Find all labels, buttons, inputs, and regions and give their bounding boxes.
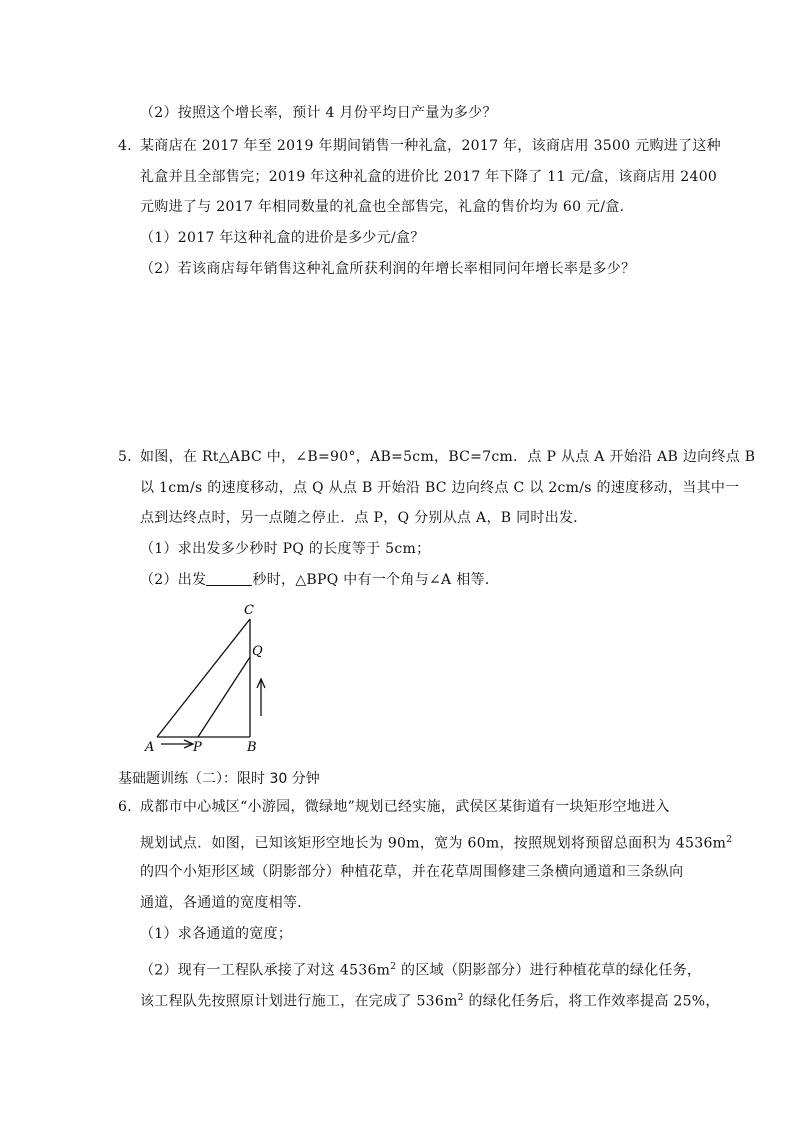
p6-text-2-main: 规划试点．如图，已知该矩形空地长为 90m，宽为 60m，按照规划将预留总面积为 4536m [140,835,727,852]
label-b: B [247,740,257,755]
p4-text-1: 某商店在 2017 年至 2019 年期间销售一种礼盒，2017 年，该商店用 3500 元购进了这种 [140,138,721,154]
p5-number: 5． [118,449,142,465]
p6-text-3: 的四个小矩形区域（阴影部分）种植花草，并在花草周围修建三条横向通道和三条纵向 [140,864,684,880]
segment-pq [198,657,250,737]
superscript: 2 [457,993,464,1003]
label-q: Q [252,644,263,659]
p5-text-2: 以 1cm/s 的速度移动，点 Q 从点 B 开始沿 BC 边向终点 C 以 2cm/s 的速度移动，当其中一 [140,480,740,496]
p6-text-5-start: 该工程队先按照原计划进行施工，在完成了 536m [140,993,458,1010]
section-heading: 基础题训练（二）：限时 30 分钟 [118,771,320,787]
superscript: 2 [390,962,397,972]
p5-text-1: 如图，在 Rt△ABC 中，∠B=90°，AB=5cm，BC=7cm．点 P 从点 A 开始沿 AB 边向终点 B [140,449,756,465]
p6-number: 6． [118,799,142,815]
p6-text-2 [140,831,732,853]
label-c: C [244,603,254,618]
p3-question-2: （2）按照这个增长率，预计 4 月份平均日产量为多少？ [140,105,497,121]
p4-question-1: （1）2017 年这种礼盒的进价是多少元/盒？ [140,230,425,246]
p6-question-2-end: 的区域（阴影部分）进行种植花草的绿化任务， [396,962,702,979]
p4-question-2: （2）若该商店每年销售这种礼盒所获利润的年增长率相同问年增长率是多少？ [140,261,636,277]
p5-question-1: （1）求出发多少秒时 PQ 的长度等于 5cm； [140,541,431,557]
p6-text-4: 通道，各通道的宽度相等． [140,895,312,911]
p4-text-2: 礼盒并且全部售完；2019 年这种礼盒的进价比 2017 年下降了 11 元/盒，该商店用 2400 [140,169,718,185]
label-p: P [193,740,202,755]
p6-question-2-start: （2）现有一工程队承接了对这 4536m [140,962,391,979]
p6-question-1: （1）求各通道的宽度； [140,926,293,942]
p6-text-5 [140,989,720,1011]
p5-question-2-end: 秒时，△BPQ 中有一个角与∠A 相等． [252,572,500,588]
p6-text-1: 成都市中心城区“小游园，微绿地”规划已经实施，武侯区某街道有一块矩形空地进入 [140,799,670,815]
p4-text-3: 元购进了与 2017 年相同数量的礼盒也全部售完，礼盒的售价均为 60 元/盒． [140,199,634,215]
p5-text-3: 点到达终点时，另一点随之停止．点 P，Q 分别从点 A，B 同时出发． [140,510,588,526]
p4-number: 4． [118,138,142,154]
p6-text-5-end: 的绿化任务后，将工作效率提高 25%， [463,993,720,1010]
p5-question-2-start: （2）出发 [140,572,207,588]
superscript: 2 [726,835,733,845]
p6-question-2 [140,958,701,980]
label-a: A [145,740,155,755]
